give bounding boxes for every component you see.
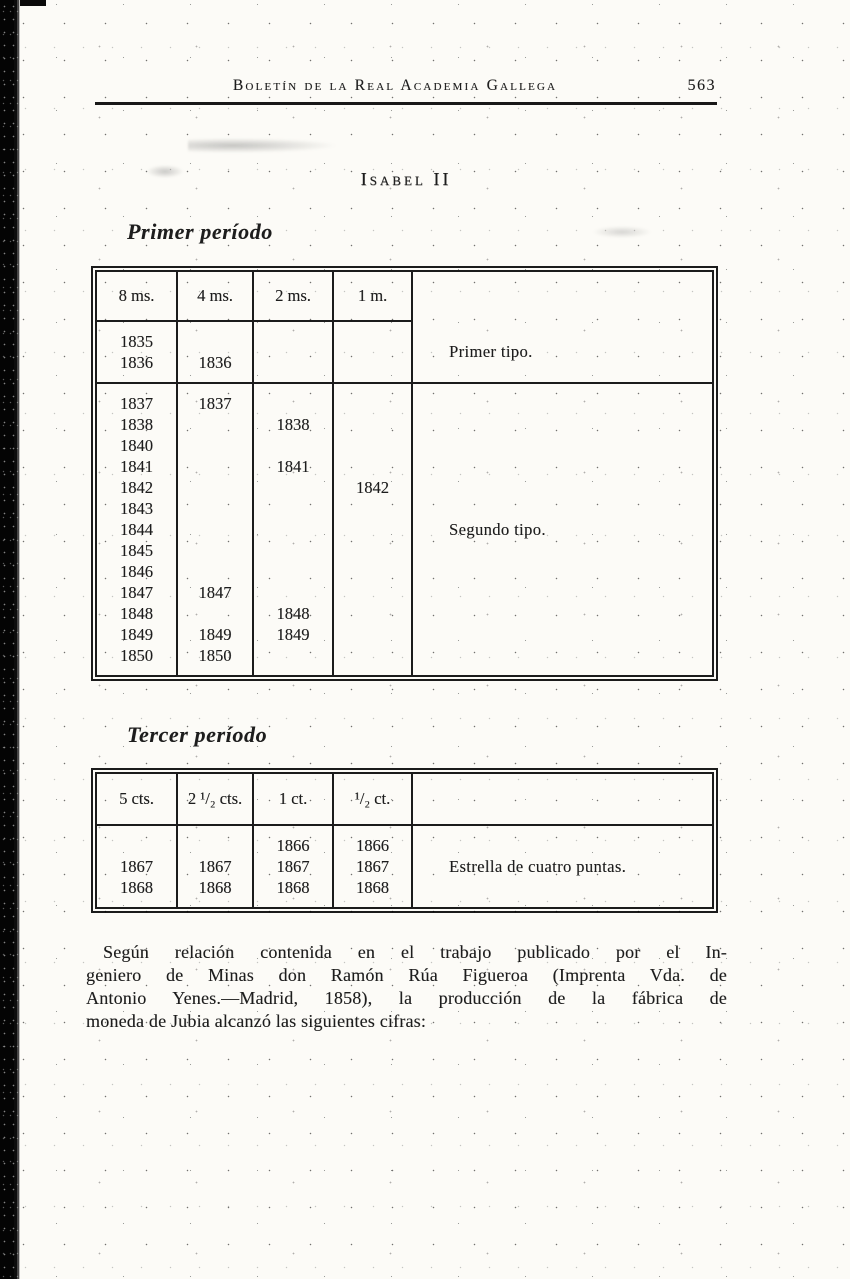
year-cell: 1868 (96, 877, 177, 908)
year-cell: 1847 (177, 582, 253, 603)
year-cell (333, 519, 412, 540)
column-header: 4 ms. (177, 271, 253, 321)
scan-corner-mark (20, 0, 46, 6)
year-cell: 1841 (253, 456, 333, 477)
paragraph-line: geniero de Minas don Ramón Rúa Figueroa (Imprenta Vda. de (86, 965, 727, 985)
running-head (95, 77, 717, 97)
column-header-notes (412, 271, 713, 321)
year-cell: 1868 (333, 877, 412, 908)
year-cell (253, 519, 333, 540)
table2-caption: Tercer período (127, 722, 268, 747)
book-binding-strip (0, 0, 21, 1279)
year-cell: 1868 (253, 877, 333, 908)
year-cell (333, 321, 412, 352)
column-header-notes (412, 773, 713, 825)
year-cell (177, 603, 253, 624)
type-note: Segundo tipo. (449, 520, 546, 539)
table-header-row (96, 271, 713, 321)
column-header: 5 cts. (96, 773, 177, 825)
table-row (96, 321, 713, 352)
year-cell: 1867 (253, 856, 333, 877)
year-cell: 1866 (333, 825, 412, 856)
section-title: Isabel II (360, 169, 452, 189)
year-cell: 1842 (96, 477, 177, 498)
year-cell: 1838 (96, 414, 177, 435)
year-cell (177, 414, 253, 435)
year-cell (177, 321, 253, 352)
year-cell (333, 414, 412, 435)
scan-smudge (188, 138, 338, 153)
year-cell: 1844 (96, 519, 177, 540)
year-cell (253, 645, 333, 676)
paragraph-line: moneda de Jubia alcanzó las siguientes cifras: (86, 1011, 427, 1031)
year-cell: 1850 (96, 645, 177, 676)
page-number: 563 (687, 77, 716, 94)
column-header: 2 ¹/₂ cts. (177, 773, 253, 825)
year-cell: 1836 (96, 352, 177, 383)
type-note: Primer tipo. (449, 342, 533, 361)
year-cell (177, 540, 253, 561)
table-header-row (96, 773, 713, 825)
year-cell (333, 352, 412, 383)
group-primer-tipo (96, 321, 713, 383)
year-cell: 1840 (96, 435, 177, 456)
year-cell (253, 561, 333, 582)
year-cell (177, 519, 253, 540)
year-cell: 1867 (177, 856, 253, 877)
type-note: Estrella de cuatro puntas. (449, 857, 627, 876)
table1-caption: Primer período (127, 219, 273, 244)
column-header: 1 ct. (253, 773, 333, 825)
year-cell: 1841 (96, 456, 177, 477)
year-cell (253, 383, 333, 414)
year-cell: 1849 (253, 624, 333, 645)
group-segundo-tipo (96, 383, 713, 676)
column-header: 2 ms. (253, 271, 333, 321)
body-paragraph (86, 941, 727, 1033)
year-cell (333, 456, 412, 477)
column-header: 8 ms. (96, 271, 177, 321)
year-cell: 1837 (96, 383, 177, 414)
year-cell (253, 321, 333, 352)
year-cell: 1845 (96, 540, 177, 561)
year-cell: 1850 (177, 645, 253, 676)
year-cell (333, 435, 412, 456)
header-rule (95, 102, 717, 105)
year-cell: 1848 (253, 603, 333, 624)
year-cell: 1835 (96, 321, 177, 352)
year-cell: 1868 (177, 877, 253, 908)
year-cell: 1847 (96, 582, 177, 603)
table-row (96, 383, 713, 414)
year-cell: 1849 (96, 624, 177, 645)
year-cell (333, 582, 412, 603)
year-cell: 1843 (96, 498, 177, 519)
table-row (96, 825, 713, 856)
group-estrella (96, 825, 713, 908)
year-cell (253, 540, 333, 561)
year-cell (253, 477, 333, 498)
paragraph-line: Antonio Yenes.—Madrid, 1858), la producción de la fábrica de (86, 988, 727, 1008)
year-cell (333, 540, 412, 561)
year-cell (177, 435, 253, 456)
year-cell (177, 498, 253, 519)
year-cell: 1846 (96, 561, 177, 582)
scan-smudge (592, 226, 652, 238)
year-cell (177, 477, 253, 498)
tercer-periodo-table (91, 768, 718, 913)
year-cell (177, 561, 253, 582)
year-cell (177, 456, 253, 477)
primer-periodo-table (91, 266, 718, 681)
year-cell (333, 645, 412, 676)
year-cell: 1842 (333, 477, 412, 498)
year-cell (333, 383, 412, 414)
year-cell (96, 825, 177, 856)
tercer-periodo-grid (95, 772, 714, 909)
year-cell (333, 624, 412, 645)
year-cell (177, 825, 253, 856)
year-cell: 1838 (253, 414, 333, 435)
year-cell (253, 352, 333, 383)
primer-periodo-grid (95, 270, 714, 677)
year-cell: 1849 (177, 624, 253, 645)
year-cell: 1867 (333, 856, 412, 877)
column-header: 1 m. (333, 271, 412, 321)
year-cell (333, 561, 412, 582)
year-cell (253, 435, 333, 456)
year-cell: 1837 (177, 383, 253, 414)
year-cell: 1866 (253, 825, 333, 856)
year-cell (333, 603, 412, 624)
year-cell: 1867 (96, 856, 177, 877)
journal-title: Boletín de la Real Academia Gallega (232, 77, 558, 94)
year-cell: 1848 (96, 603, 177, 624)
year-cell (333, 498, 412, 519)
year-cell (253, 498, 333, 519)
year-cell: 1836 (177, 352, 253, 383)
paragraph-line: Según relación contenida en el trabajo publicado por el In- (103, 942, 727, 962)
column-header: ¹/₂ ct. (333, 773, 412, 825)
year-cell (253, 582, 333, 603)
